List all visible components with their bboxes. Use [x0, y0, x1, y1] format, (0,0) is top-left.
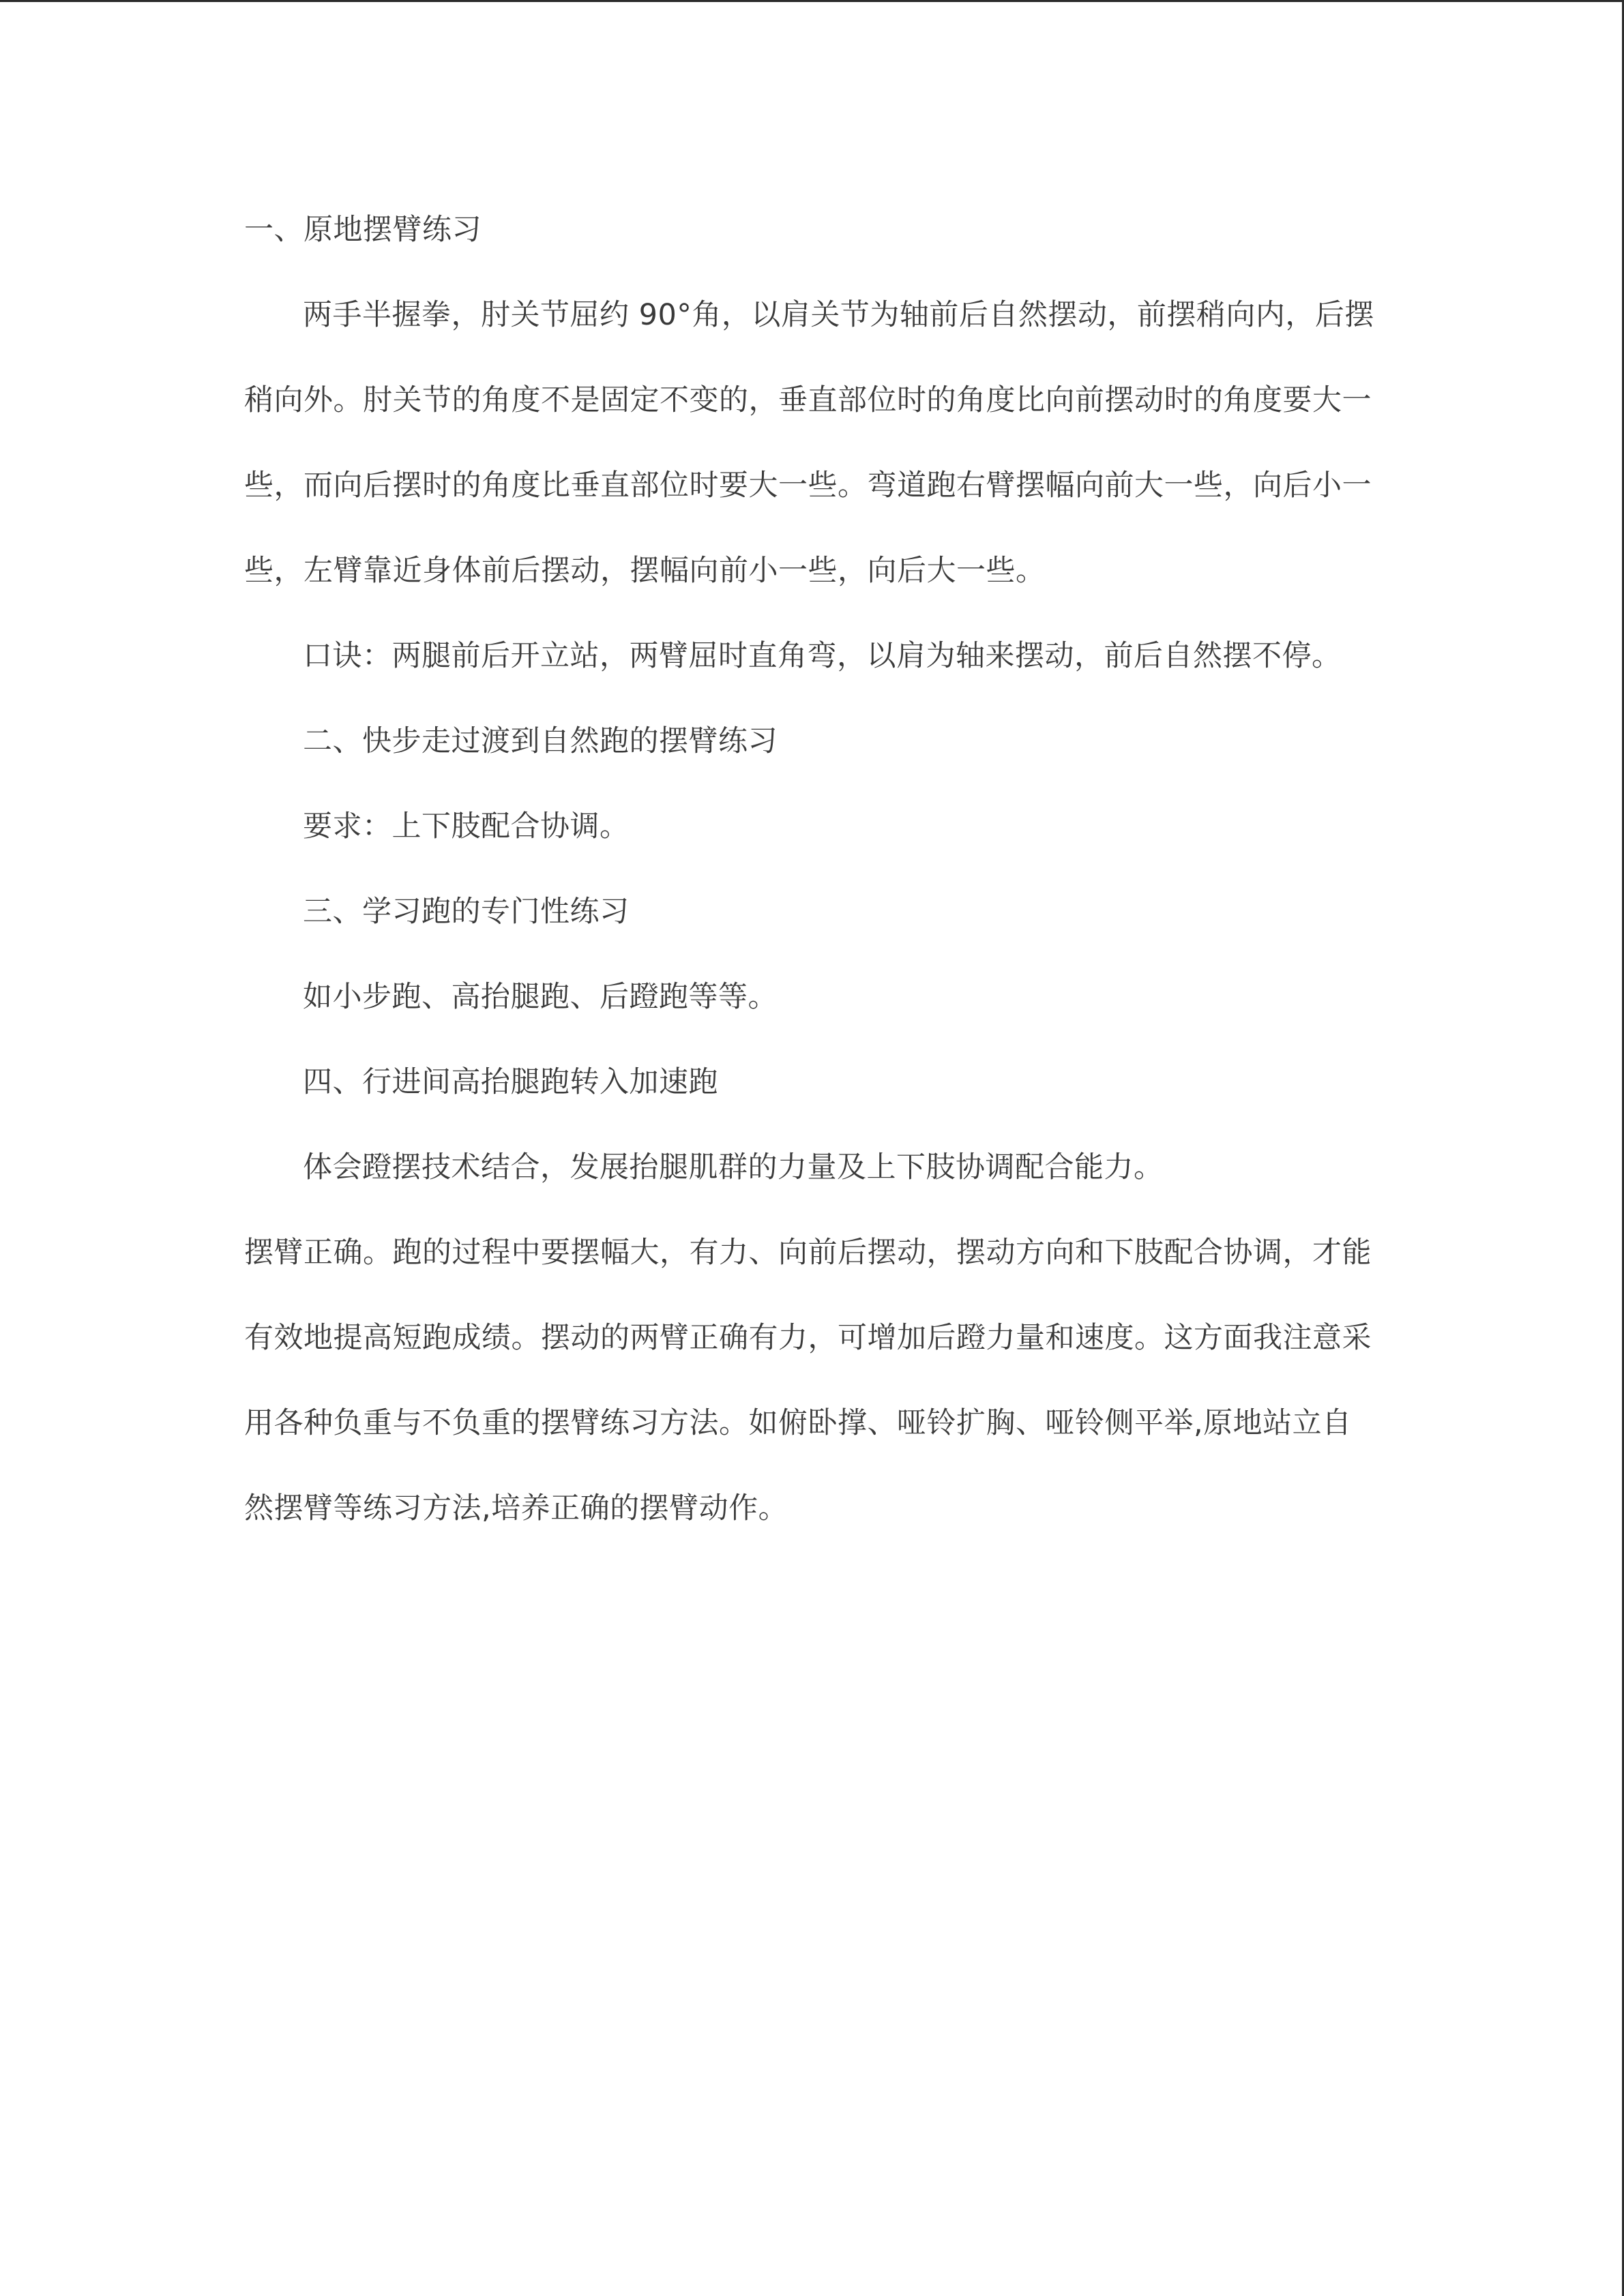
section-heading-1: 一、原地摆臂练习	[244, 213, 482, 247]
section-heading-4: 四、行进间高抬腿跑转入加速跑	[303, 1065, 718, 1099]
paragraph-arm-swing-technique: 两手半握拳，肘关节屈约 90°角，以肩关节为轴前后自然摆动，前摆稍向内，后摆稍向外。肘关节的角度不是固定不变的，垂直部位时的角度比向前摆动时的角度要大一些，而向后摆时的角度比垂直部位时要大一些。弯道跑右臂摆幅向前大一些，向后小一些，左臂靠近身体前后摆动，摆幅向前小一些，向后大一些。	[244, 298, 1374, 588]
paragraph-mnemonic: 口诀：两腿前后开立站，两臂屈时直角弯，以肩为轴来摆动，前后自然摆不停。	[303, 639, 1342, 673]
document-body	[244, 188, 1376, 1551]
paragraph-coordination: 体会蹬摆技术结合，发展抬腿肌群的力量及上下肢协调配合能力。	[303, 1150, 1164, 1184]
paragraph-arm-swing-summary: 摆臂正确。跑的过程中要摆幅大，有力、向前后摆动，摆动方向和下肢配合协调，才能有效地提高短跑成绩。摆动的两臂正确有力，可增加后蹬力量和速度。这方面我注意采用各种负重与不负重的摆臂练习方法。如俯卧撑、哑铃扩胸、哑铃侧平举,原地站立自然摆臂等练习方法,培养正确的摆臂动作。	[244, 1236, 1372, 1525]
paragraph-drills: 如小步跑、高抬腿跑、后蹬跑等等。	[303, 980, 778, 1014]
section-heading-3: 三、学习跑的专门性练习	[303, 895, 630, 929]
paragraph-requirement: 要求：上下肢配合协调。	[303, 809, 630, 844]
page-border-top	[0, 0, 1624, 2]
section-heading-2: 二、快步走过渡到自然跑的摆臂练习	[303, 724, 778, 758]
